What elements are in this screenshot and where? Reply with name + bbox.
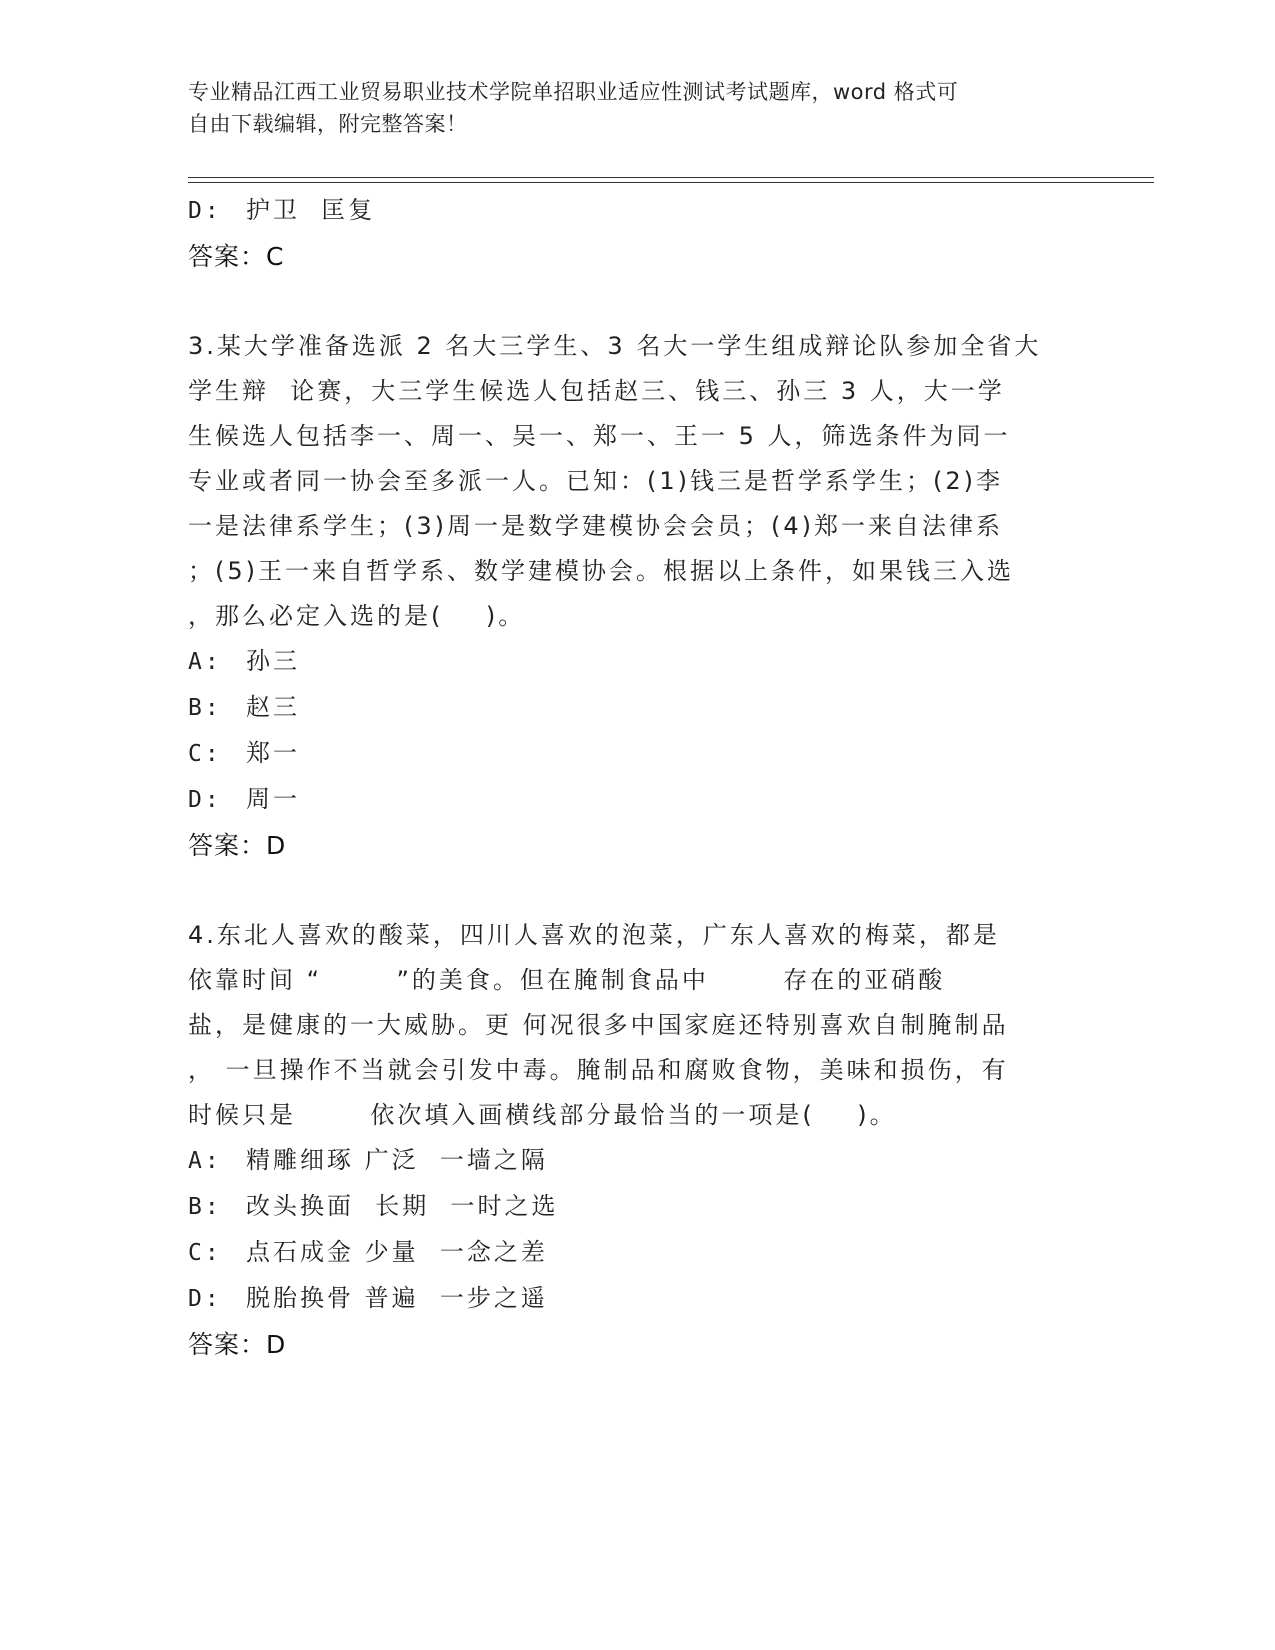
question-3-option-c	[188, 731, 1088, 777]
question-3-option-a	[188, 639, 1088, 685]
question-3	[188, 324, 1088, 868]
question-4-line: 4.东北人喜欢的酸菜，四川人喜欢的泡菜，广东人喜欢的梅菜，都是	[188, 921, 1000, 949]
header-line-2: 自由下载编辑，附完整答案！	[188, 112, 468, 136]
question-3-line: 一是法律系学生；(3)周一是数学建模协会会员；(4)郑一来自法律系	[188, 512, 1003, 540]
option-label: A:	[188, 649, 222, 675]
spacer	[188, 279, 1088, 324]
option-label: A:	[188, 1148, 222, 1174]
header-line-1: 专业精品江西工业贸易职业技术学院单招职业适应性测试考试题库，word 格式可	[188, 80, 959, 104]
question-3-line: ，那么必定入选的是( )。	[188, 602, 526, 630]
header-divider-second	[188, 182, 1154, 183]
question-4-option-b	[188, 1184, 1088, 1230]
question-3-answer: 答案：D	[188, 831, 287, 860]
question-4-line: 盐，是健康的一大威胁。更 何况很多中国家庭还特别喜欢自制腌制品	[188, 1011, 1009, 1039]
question-4-line: ， 一旦操作不当就会引发中毒。腌制品和腐败食物，美味和损伤，有	[188, 1056, 1009, 1084]
question-3-option-d	[188, 777, 1088, 823]
question-4-option-d	[188, 1276, 1088, 1322]
question-4-answer: 答案：D	[188, 1330, 287, 1359]
question-3-line: 生候选人包括李一、周一、吴一、郑一、王一 5 人，筛选条件为同一	[188, 422, 1011, 450]
question-4-option-c	[188, 1230, 1088, 1276]
option-text: 改头换面 长期 一时之选	[246, 1192, 559, 1220]
option-text: 精雕细琢 广泛 一墙之隔	[246, 1146, 548, 1174]
option-text: 点石成金 少量 一念之差	[246, 1238, 548, 1266]
option-label: D:	[188, 1286, 222, 1312]
question-3-line: 专业或者同一协会至多派一人。已知：(1)钱三是哲学系学生；(2)李	[188, 467, 1003, 495]
option-text: 孙三	[246, 647, 300, 675]
question-3-line: 3.某大学准备选派 2 名大三学生、3 名大一学生组成辩论队参加全省大	[188, 332, 1042, 360]
option-text: 郑一	[246, 739, 300, 767]
question-4-line: 时候只是 依次填入画横线部分最恰当的一项是( )。	[188, 1101, 897, 1129]
option-label: D:	[188, 787, 222, 813]
option-label: B:	[188, 695, 222, 721]
question-3-line: ；(5)王一来自哲学系、数学建模协会。根据以上条件，如果钱三入选	[188, 557, 1014, 585]
option-label: B:	[188, 1194, 222, 1220]
question-3-line: 学生辩 论赛，大三学生候选人包括赵三、钱三、孙三 3 人，大一学	[188, 377, 1005, 405]
option-text: 护卫 匡复	[246, 196, 376, 224]
option-label: D:	[188, 198, 222, 224]
option-label: C:	[188, 1240, 222, 1266]
option-text: 脱胎换骨 普遍 一步之遥	[246, 1284, 548, 1312]
question-4	[188, 913, 1088, 1367]
document-body	[188, 188, 1088, 1367]
prev-answer: 答案：C	[188, 242, 285, 271]
option-text: 赵三	[246, 693, 300, 721]
option-label: C:	[188, 741, 222, 767]
prev-option-d	[188, 188, 1088, 234]
question-4-line: 依靠时间 “ ”的美食。但在腌制食品中 存在的亚硝酸	[188, 966, 946, 994]
question-4-option-a	[188, 1138, 1088, 1184]
question-3-option-b	[188, 685, 1088, 731]
page-header	[188, 76, 1088, 140]
option-text: 周一	[246, 785, 300, 813]
spacer	[188, 868, 1088, 913]
header-divider	[188, 177, 1154, 178]
